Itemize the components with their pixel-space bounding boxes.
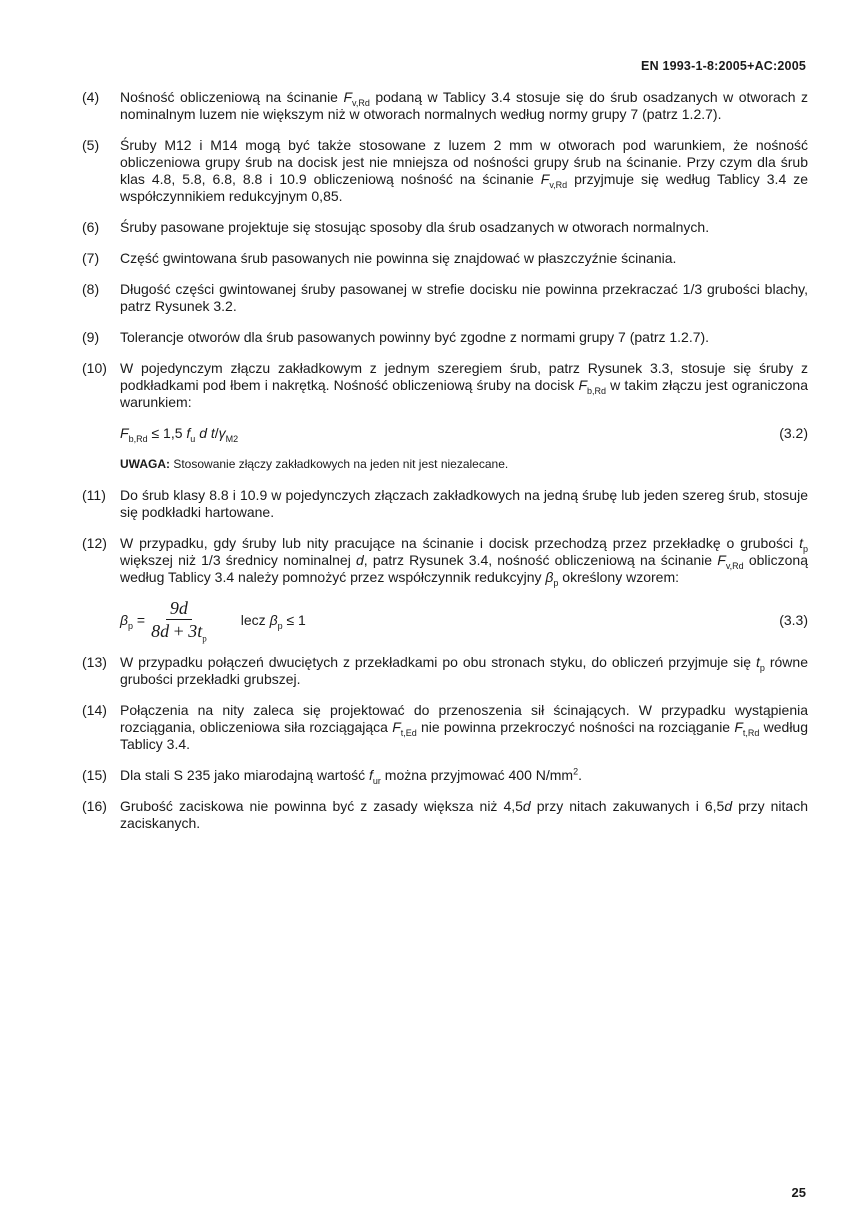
paragraph-number: (13)	[82, 654, 107, 670]
paragraph-text: Połączenia na nity zaleca się projektować do przenoszenia sił ścinających. W przypadku wystąpienia rozciągania, obliczeniowa siła rozciągająca $F_{t,Ed}$ nie powinna przekroczyć nośności na rozciąganie $F_{t,Rd}$ według Tablicy 3.4.	[120, 702, 809, 752]
standard-header: EN 1993-1-8:2005+AC:2005	[641, 59, 806, 73]
paragraph-4	[82, 89, 808, 123]
condition-word: lecz	[240, 611, 266, 628]
paragraph-16	[82, 798, 808, 832]
equation-3-3	[120, 598, 808, 644]
paragraph-11	[82, 487, 808, 521]
paragraph-text: Śruby pasowane projektuje się stosując sposoby dla śrub osadzanych w otworach normalnych.	[120, 219, 710, 235]
paragraph-text: W pojedynczym złączu zakładkowym z jednym szeregiem śrub, patrz Rysunek 3.3, stosuje się śruby z podkładkami pod łbem i nakrętką. Nośność obliczeniową śruby na docisk $F_{b,Rd}$ w takim złączu jest ograniczona warunkiem:	[120, 360, 808, 410]
document-body	[82, 89, 808, 846]
paragraph-text: W przypadku połączeń dwuciętych z przekładkami po obu stronach styku, do obliczeń przyjmuje się $t_p$ równe grubości przekładki grubszej.	[120, 654, 808, 687]
paragraph-number: (10)	[82, 360, 107, 376]
equation-number: (3.2)	[779, 425, 808, 441]
paragraph-number: (6)	[82, 219, 100, 235]
paragraph-10	[82, 360, 808, 411]
equation-3-2	[120, 425, 808, 442]
paragraph-number: (15)	[82, 767, 107, 783]
paragraph-text: Długość części gwintowanej śruby pasowanej w strefie docisku nie powinna przekraczać 1/3 grubości blachy, patrz Rysunek 3.2.	[120, 281, 808, 314]
page-number: 25	[791, 1185, 806, 1200]
paragraph-number: (4)	[82, 89, 100, 105]
paragraph-number: (12)	[82, 535, 107, 551]
note	[120, 456, 808, 473]
paragraph-text: Część gwintowana śrub pasowanych nie powinna się znajdować w płaszczyźnie ścinania.	[120, 250, 677, 266]
paragraph-text: Śruby M12 i M14 mogą być także stosowane z luzem 2 mm w otworach pod warunkiem, że nośność obliczeniowa grupy śrub na docisk jest nie mniejsza od nośności grupy śrub na ścinanie. Przy czym dla śrub klas 4.8, 5.8, 6.8, 8.8 i 10.9 obliczeniową nośność na ścinanie $F_{v,Rd}$ przyjmuje się według Tablicy 3.4 ze współczynnikiem redukcyjnym 0,85.	[120, 137, 808, 204]
paragraph-15	[82, 767, 808, 784]
paragraph-text: Nośność obliczeniową na ścinanie $F_{v,Rd}$ podaną w Tablicy 3.4 stosuje się do śrub osadzanych w otworach z nominalnym luzem nie większym niż w otworach normalnych według normy grupy 7 (patrz 1.2.7).	[120, 89, 809, 122]
paragraph-number: (14)	[82, 702, 107, 718]
paragraph-number: (11)	[82, 487, 106, 503]
paragraph-text: Tolerancje otworów dla śrub pasowanych powinny być zgodne z normami grupy 7 (patrz 1.2.7).	[120, 329, 710, 345]
note-label: UWAGA:	[120, 457, 170, 471]
paragraph-text: Dla stali S 235 jako miarodajną wartość $f_{ur}$ można przyjmować 400 $N/mm^2$.	[120, 766, 582, 786]
paragraph-7	[82, 250, 808, 267]
paragraph-8	[82, 281, 808, 315]
paragraph-number: (16)	[82, 798, 107, 814]
equation-formula: $\beta_p$ = $\frac{9d}{8d + 3t_p}$ lecz $\beta_p \le 1$	[120, 598, 306, 644]
paragraph-number: (5)	[82, 137, 100, 153]
paragraph-number: (7)	[82, 250, 100, 266]
paragraph-13	[82, 654, 808, 688]
fraction: $\frac{9d}{8d + 3t_p}$	[151, 598, 207, 644]
note-text: Stosowanie złączy zakładkowych na jeden nit jest niezalecane.	[173, 457, 509, 471]
paragraph-5	[82, 137, 808, 205]
equation-formula: $F_{b,Rd} \le 1,5$ $f_u$ d $t/\gamma_{M2}$	[120, 425, 239, 444]
equation-number: (3.3)	[779, 611, 808, 628]
paragraph-text: Grubość zaciskowa nie powinna być z zasady większa niż 4,5d przy nitach zakuwanych i 6,5d przy nitach zaciskanych.	[120, 798, 808, 831]
paragraph-text: Do śrub klasy 8.8 i 10.9 w pojedynczych złączach zakładkowych na jedną śrubę lub jeden szereg śrub, stosuje się podkładki hartowane.	[120, 487, 808, 520]
paragraph-12	[82, 535, 808, 586]
paragraph-14	[82, 702, 808, 753]
paragraph-text: W przypadku, gdy śruby lub nity pracujące na ścinanie i docisk przechodzą przez przekładkę o grubości $t_p$ większej niż 1/3 średnicy nominalnej d, patrz Rysunek 3.4, nośność obliczeniową na ścinanie $F_{v,Rd}$ obliczoną według Tablicy 3.4 należy pomnożyć przez współczynnik redukcyjny $\beta_p$ określony wzorem:	[120, 535, 808, 588]
paragraph-number: (8)	[82, 281, 100, 297]
paragraph-9	[82, 329, 808, 346]
paragraph-6	[82, 219, 808, 236]
paragraph-number: (9)	[82, 329, 100, 345]
